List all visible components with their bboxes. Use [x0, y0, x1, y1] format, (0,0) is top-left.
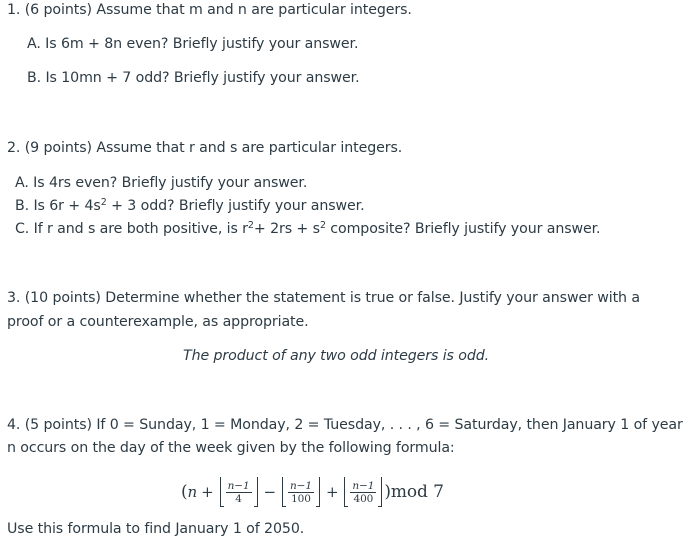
fraction-400-numerator: n−1 — [352, 479, 375, 492]
q4-header-line-2: n occurs on the day of the week given by the following formula: — [7, 440, 455, 456]
q2-part-c-pre: C. If r and s are both positive, is r — [15, 221, 248, 237]
day-of-week-formula — [181, 474, 444, 510]
formula-plus-1: + — [201, 483, 214, 501]
q2-part-c-post: composite? Briefly justify your answer. — [325, 221, 601, 237]
formula-plus-2: + — [325, 483, 339, 501]
q1-part-b: B. Is 10mn + 7 odd? Briefly justify your answer. — [27, 70, 360, 86]
fraction-400 — [350, 480, 376, 505]
q1-part-a: A. Is 6m + 8n even? Briefly justify your answer. — [27, 36, 359, 52]
q3-header-line-2: proof or a counterexample, as appropriate. — [7, 314, 309, 330]
formula-var-n: n — [187, 483, 198, 501]
floor-term-100 — [282, 477, 320, 507]
q2-part-b — [15, 196, 364, 216]
q2-part-a: A. Is 4rs even? Briefly justify your answer. — [15, 175, 308, 191]
q4-footer: Use this formula to find January 1 of 2050. — [7, 521, 305, 537]
q4-header-line-1: 4. (5 points) If 0 = Sunday, 1 = Monday, 2 = Tuesday, . . . , 6 = Saturday, then January 1 of year — [7, 417, 683, 433]
q2-header: 2. (9 points) Assume that r and s are particular integers. — [7, 140, 403, 156]
fraction-4-numerator: n−1 — [227, 479, 250, 492]
q2-part-b-post: + 3 odd? Briefly justify your answer. — [106, 198, 365, 214]
fraction-4-denominator: 4 — [235, 492, 242, 505]
formula-close-mod: )mod 7 — [384, 482, 444, 502]
q2-part-c — [15, 219, 600, 239]
q2-part-b-exponent: 2 — [100, 197, 107, 208]
fraction-4 — [226, 480, 252, 505]
formula-minus: − — [263, 483, 276, 501]
floor-term-400 — [344, 477, 382, 507]
q2-part-b-pre: B. Is 6r + 4s — [15, 198, 101, 214]
q1-header: 1. (6 points) Assume that m and n are particular integers. — [7, 2, 412, 18]
q2-part-c-exponent-2: 2 — [319, 220, 326, 231]
fraction-100-numerator: n−1 — [290, 479, 312, 492]
q2-part-c-exponent-1: 2 — [247, 220, 254, 231]
q2-part-c-mid: + 2rs + s — [253, 221, 320, 237]
q3-header-line-1: 3. (10 points) Determine whether the statement is true or false. Justify your answer with a — [7, 290, 640, 306]
formula-open-paren: ( — [181, 482, 188, 502]
fraction-400-denominator: 400 — [353, 492, 374, 505]
fraction-100 — [288, 480, 314, 505]
q3-statement: The product of any two odd integers is odd. — [183, 348, 490, 364]
fraction-100-denominator: 100 — [291, 492, 311, 505]
floor-term-4 — [220, 477, 258, 507]
